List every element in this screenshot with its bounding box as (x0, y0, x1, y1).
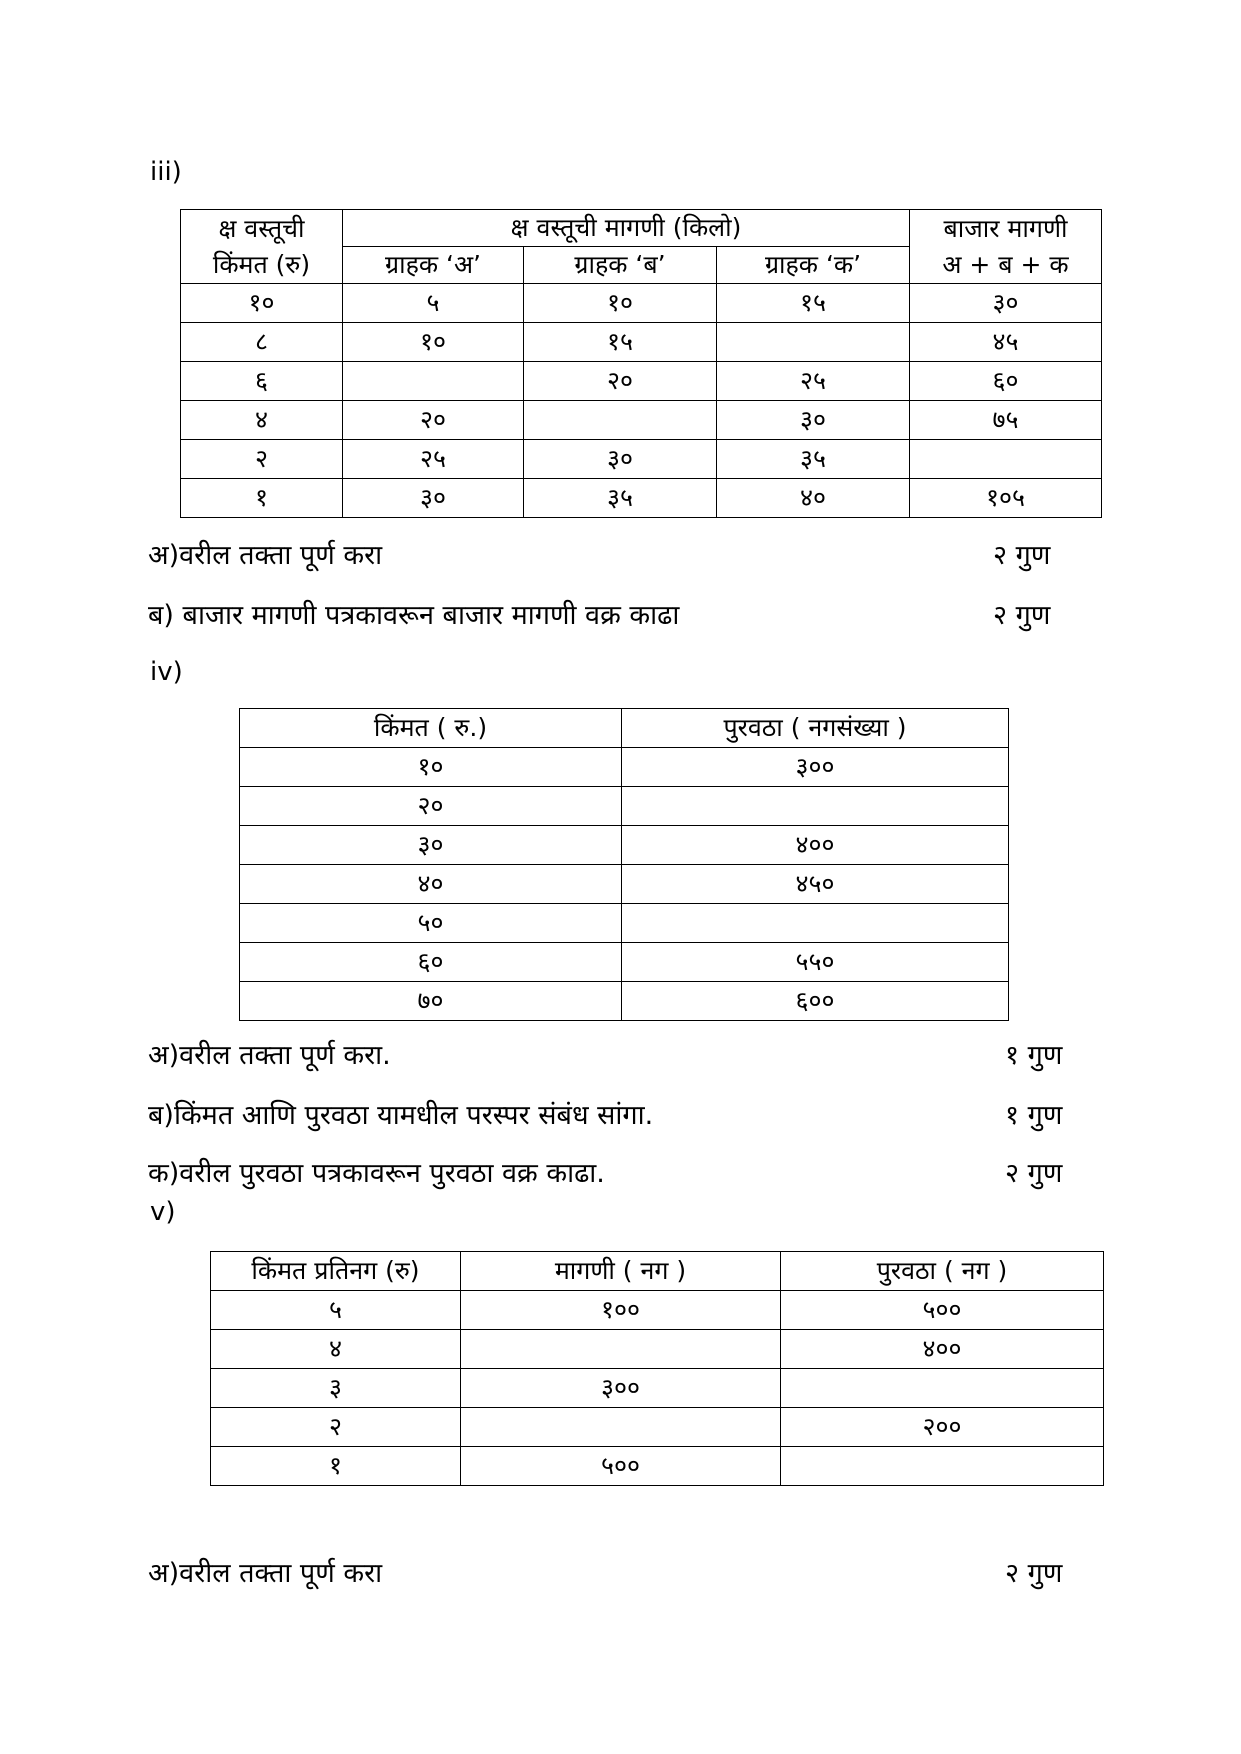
table-cell: ३५ (524, 479, 717, 518)
table-cell: ५ (211, 1291, 461, 1330)
table-cell: २० (240, 787, 622, 826)
table-cell: २५ (717, 362, 910, 401)
price-header (181, 210, 343, 284)
market-header-line1: बाजार मागणी (943, 213, 1068, 243)
question-label-v: v) (150, 1197, 176, 1227)
table-row (240, 904, 1009, 943)
table-cell: ३० (240, 826, 622, 865)
demand-header: क्ष वस्तूची मागणी (किलो) (343, 210, 910, 247)
consumer-b-header: ग्राहक ‘ब’ (524, 247, 717, 284)
table-cell: १ (181, 479, 343, 518)
table-cell: ८ (181, 323, 343, 362)
table-cell: १ (211, 1447, 461, 1486)
price-header-line1: क्ष वस्तूची (218, 213, 305, 243)
table-cell (461, 1408, 781, 1447)
table-cell: ५०० (461, 1447, 781, 1486)
table-row (240, 982, 1009, 1021)
q3-marks-b: २ गुण (993, 600, 1051, 631)
table-cell: ४ (211, 1330, 461, 1369)
table-cell (717, 323, 910, 362)
q3-instruction-b: ब) बाजार मागणी पत्रकावरून बाजार मागणी वक्र काढा (148, 600, 680, 631)
table-cell (524, 401, 717, 440)
table-cell: १० (240, 748, 622, 787)
table-cell: ७५ (910, 401, 1102, 440)
table-cell: ३०० (461, 1369, 781, 1408)
table-cell: २० (524, 362, 717, 401)
table-cell: १० (524, 284, 717, 323)
table-cell: १० (343, 323, 524, 362)
table-cell: १० (181, 284, 343, 323)
table-cell: १५ (524, 323, 717, 362)
supply-header: पुरवठा ( नग ) (781, 1252, 1104, 1291)
market-demand-table (180, 209, 1102, 518)
table-row (240, 787, 1009, 826)
table-cell: ४० (240, 865, 622, 904)
table-row (181, 284, 1102, 323)
table-cell: ३ (211, 1369, 461, 1408)
market-header-line2: अ + ब + क (942, 249, 1069, 279)
table-cell (910, 440, 1102, 479)
q4-instruction-b: ब)किंमत आणि पुरवठा यामधील परस्पर संबंध सांगा. (148, 1100, 654, 1131)
supply-table (239, 708, 1009, 1021)
table-cell: ३५ (717, 440, 910, 479)
table-row (181, 362, 1102, 401)
table-cell: ६ (181, 362, 343, 401)
q5-instruction-a: अ)वरील तक्ता पूर्ण करा (148, 1558, 383, 1589)
table-cell: ६० (910, 362, 1102, 401)
table-cell: ४० (717, 479, 910, 518)
market-demand-header (910, 210, 1102, 284)
table-cell: ५० (240, 904, 622, 943)
supply-header: पुरवठा ( नगसंख्या ) (622, 709, 1009, 748)
consumer-c-header: ग्राहक ‘क’ (717, 247, 910, 284)
q4-instruction-a: अ)वरील तक्ता पूर्ण करा. (148, 1040, 391, 1071)
question-label-iii: iii) (150, 157, 182, 187)
table-row (211, 1369, 1104, 1408)
price-header: किंमत प्रतिनग (रु) (211, 1252, 461, 1291)
q4-marks-a: १ गुण (1005, 1040, 1063, 1071)
consumer-a-header: ग्राहक ‘अ’ (343, 247, 524, 284)
q4-marks-b: १ गुण (1005, 1100, 1063, 1131)
table-cell: ५०० (781, 1291, 1104, 1330)
table-cell (622, 904, 1009, 943)
table-cell: १०० (461, 1291, 781, 1330)
table-cell: २० (343, 401, 524, 440)
table-row (211, 1330, 1104, 1369)
table-cell: ३० (717, 401, 910, 440)
demand-supply-table (210, 1251, 1104, 1486)
table-cell: २ (211, 1408, 461, 1447)
table-row (240, 826, 1009, 865)
table-cell: ४५० (622, 865, 1009, 904)
table-row (181, 401, 1102, 440)
table-row (240, 943, 1009, 982)
table-cell (781, 1447, 1104, 1486)
table-cell: ४५ (910, 323, 1102, 362)
table-row (211, 1291, 1104, 1330)
table-cell: १५ (717, 284, 910, 323)
table-cell: ३० (910, 284, 1102, 323)
table-cell: ५५० (622, 943, 1009, 982)
q4-instruction-c: क)वरील पुरवठा पत्रकावरून पुरवठा वक्र काढा. (148, 1158, 605, 1189)
q3-marks-a: २ गुण (993, 540, 1051, 571)
table-cell: ३० (343, 479, 524, 518)
table-cell: ३०० (622, 748, 1009, 787)
table-cell: ६० (240, 943, 622, 982)
question-label-iv: iv) (150, 657, 183, 687)
table-row (240, 748, 1009, 787)
table-cell: ४ (181, 401, 343, 440)
table-cell (343, 362, 524, 401)
table-cell (622, 787, 1009, 826)
table-cell: ५ (343, 284, 524, 323)
table-cell: २ (181, 440, 343, 479)
table-cell (781, 1369, 1104, 1408)
table-cell: ३० (524, 440, 717, 479)
table-row (181, 323, 1102, 362)
table-cell: १०५ (910, 479, 1102, 518)
q5-marks-a: २ गुण (1005, 1558, 1063, 1589)
q3-instruction-a: अ)वरील तक्ता पूर्ण करा (148, 540, 383, 571)
table-row (240, 865, 1009, 904)
table-row (181, 479, 1102, 518)
table-cell (461, 1330, 781, 1369)
table-row (181, 440, 1102, 479)
q4-marks-c: २ गुण (1005, 1158, 1063, 1189)
table-cell: २०० (781, 1408, 1104, 1447)
table-cell: ६०० (622, 982, 1009, 1021)
table-cell: ४०० (781, 1330, 1104, 1369)
table-row (211, 1408, 1104, 1447)
table-row (211, 1447, 1104, 1486)
table-cell: ४०० (622, 826, 1009, 865)
table-cell: ७० (240, 982, 622, 1021)
price-header-line2: किंमत (रु) (212, 249, 311, 279)
demand-header: मागणी ( नग ) (461, 1252, 781, 1291)
table-cell: २५ (343, 440, 524, 479)
price-header: किंमत ( रु.) (240, 709, 622, 748)
